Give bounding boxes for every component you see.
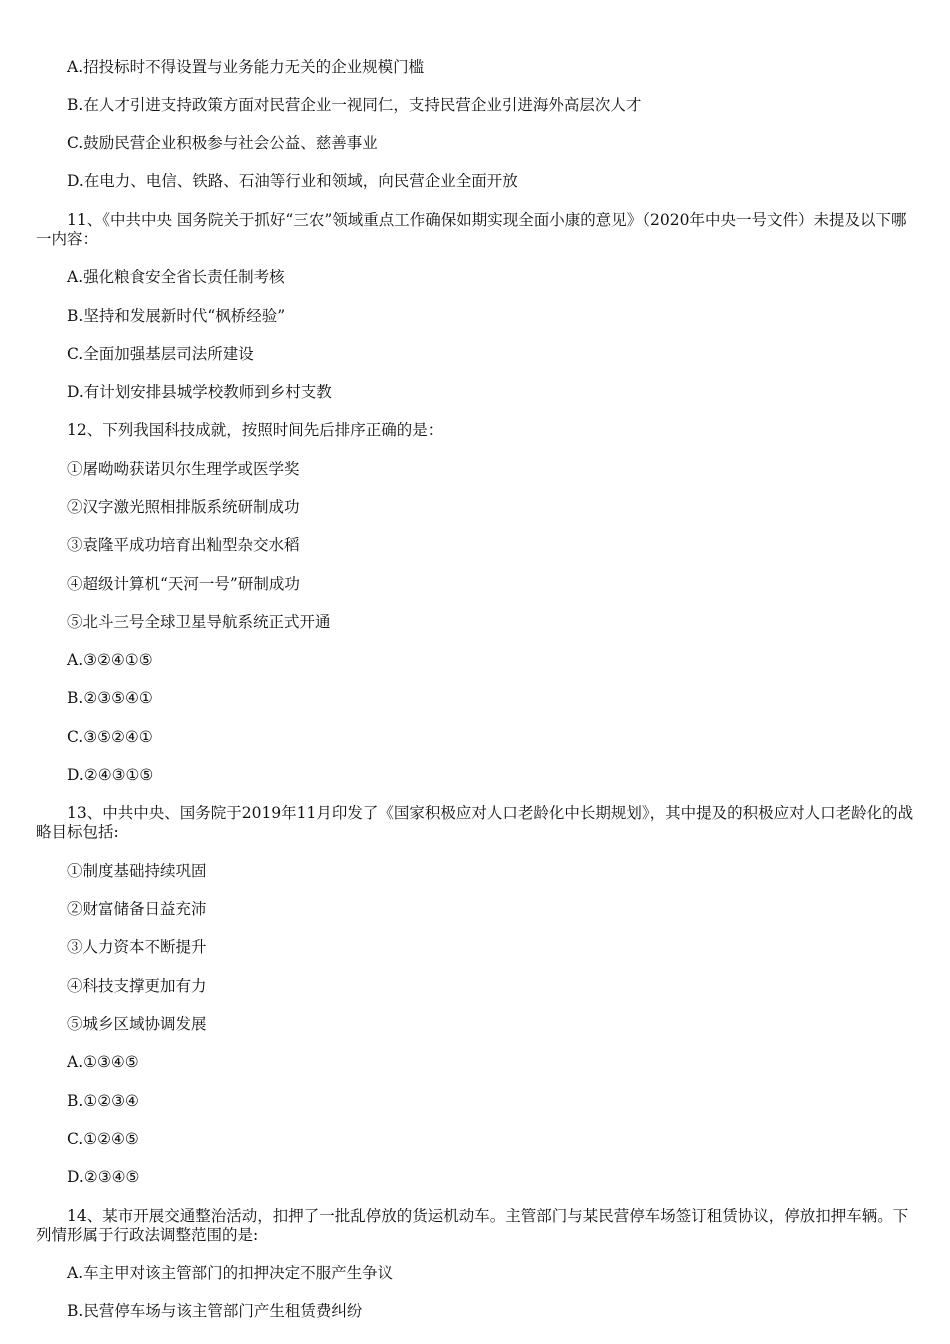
q13-item-2: ②财富储备日益充沛	[67, 900, 207, 918]
q13-item-3: ③人力资本不断提升	[67, 938, 207, 956]
q10-option-a: A.招投标时不得设置与业务能力无关的企业规模门槛	[67, 58, 425, 76]
q13-item-4: ④科技支撑更加有力	[67, 977, 207, 995]
q13-option-b: B.①②③④	[67, 1092, 139, 1110]
q12-stem: 12、下列我国科技成就，按照时间先后排序正确的是：	[67, 421, 444, 439]
q11-option-a: A.强化粮食安全省长责任制考核	[67, 268, 285, 286]
q14-option-a: A.车主甲对该主管部门的扣押决定不服产生争议	[67, 1264, 394, 1282]
q13-item-1: ①制度基础持续巩固	[67, 862, 207, 880]
q11-option-c: C.全面加强基层司法所建设	[67, 345, 254, 363]
q11-option-d: D.有计划安排县城学校教师到乡村支教	[67, 383, 332, 401]
q13-option-a: A.①③④⑤	[67, 1053, 139, 1071]
q12-option-a: A.③②④①⑤	[67, 651, 153, 669]
q12-item-4: ④超级计算机“天河一号”研制成功	[67, 575, 300, 593]
q12-option-b: B.②③⑤④①	[67, 689, 153, 707]
q12-item-1: ①屠呦呦获诺贝尔生理学或医学奖	[67, 460, 300, 478]
q13-stem: 13、中共中央、国务院于2019年11月印发了《国家积极应对人口老龄化中长期规划》，其中提及的积极应对人口老龄化的战略目标包括:	[36, 804, 914, 841]
q13-option-d: D.②③④⑤	[67, 1168, 140, 1186]
q14-stem: 14、某市开展交通整治活动，扣押了一批乱停放的货运机动车。主管部门与某民营停车场签订租赁协议，停放扣押车辆。下列情形属于行政法调整范围的是:	[36, 1207, 909, 1244]
q12-option-d: D.②④③①⑤	[67, 766, 154, 784]
q12-item-2: ②汉字激光照相排版系统研制成功	[67, 498, 300, 516]
q11-stem: 11、《中共中央 国务院关于抓好“三农”领域重点工作确保如期实现全面小康的意见》（2020年中央一号文件）未提及以下哪一内容：	[36, 211, 907, 248]
q14-option-b: B.民营停车场与该主管部门产生租赁费纠纷	[67, 1302, 363, 1320]
q10-option-c: C.鼓励民营企业积极参与社会公益、慈善事业	[67, 134, 378, 152]
q12-item-5: ⑤北斗三号全球卫星导航系统正式开通	[67, 613, 331, 631]
q10-option-d: D.在电力、电信、铁路、石油等行业和领域，向民营企业全面开放	[67, 172, 518, 190]
q13-item-5: ⑤城乡区域协调发展	[67, 1015, 207, 1033]
q12-item-3: ③袁隆平成功培育出籼型杂交水稻	[67, 536, 300, 554]
q12-option-c: C.③⑤②④①	[67, 728, 153, 746]
q13-option-c: C.①②④⑤	[67, 1130, 139, 1148]
q11-option-b: B.坚持和发展新时代“枫桥经验”	[67, 307, 286, 325]
q10-option-b: B.在人才引进支持政策方面对民营企业一视同仁，支持民营企业引进海外高层次人才	[67, 96, 642, 114]
